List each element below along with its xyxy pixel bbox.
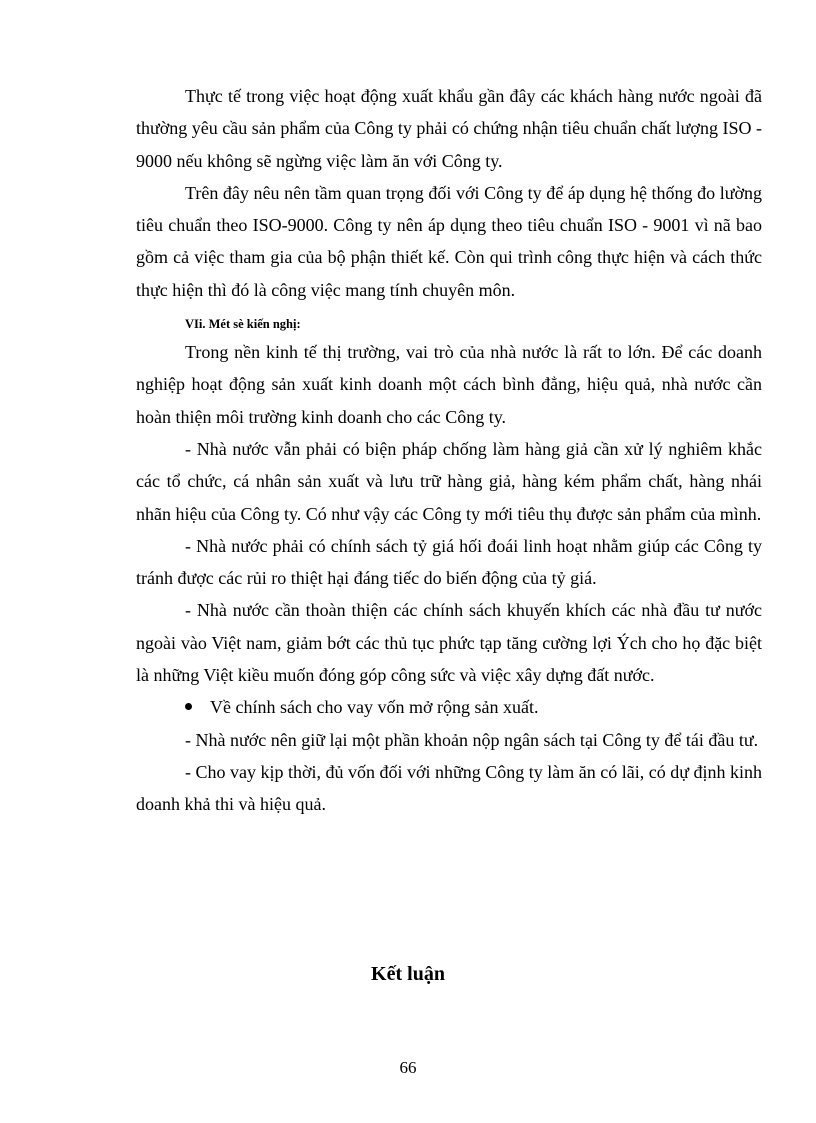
paragraph-counterfeit: - Nhà nước vẫn phải có biện pháp chống làm hàng giả cần xử lý nghiêm khắc các tổ chức, cá nhân sản xuất và lưu trữ hàng giả, hàng kém phẩm chất, hàng nhái nhãn hiệu của Công ty. Có như vậy các Công ty mới tiêu thụ được sản phẩm của mình. bbox=[136, 438, 762, 524]
conclusion-title: Kết luận bbox=[371, 963, 445, 985]
paragraph-timely-loans: - Cho vay kịp thời, đủ vốn đối với những Công ty làm ăn có lãi, có dự định kinh doanh khả thi và hiệu quả. bbox=[136, 761, 763, 815]
document-body bbox=[136, 80, 762, 821]
paragraph-reinvestment: - Nhà nước nên giữ lại một phần khoản nộp ngân sách tại Công ty để tái đầu tư. bbox=[185, 729, 759, 750]
bullet-dot-icon bbox=[185, 703, 192, 710]
paragraph-exchange-rate: - Nhà nước phải có chính sách tỷ giá hối đoái linh hoạt nhằm giúp các Công ty tránh được các rủi ro thiệt hại đáng tiếc do biến động của tỷ giá. bbox=[136, 535, 762, 589]
paragraph-investment: - Nhà nước cần thoàn thiện các chính sách khuyến khích các nhà đầu tư nước ngoài vào Việt nam, giảm bớt các thủ tục phức tạp tăng cường lợi Ých cho họ đặc biệt là những Việt kiều muốn đóng góp công sức và việc xây dựng đất nước. bbox=[136, 600, 762, 686]
paragraph-iso-requirement: Thực tế trong việc hoạt động xuất khẩu gần đây các khách hàng nước ngoài đã thường yêu cầu sản phẩm của Công ty phải có chứng nhận tiêu chuẩn chất lượng ISO - 9000 nếu không sẽ ngừng việc làm ăn với Công ty. bbox=[136, 86, 762, 171]
paragraph-state-role: Trong nền kinh tế thị trường, vai trò của nhà nước là rất to lớn. Để các doanh nghiệp hoạt động sản xuất kinh doanh một cách bình đẳng, hiệu quả, nhà nước cần hoàn thiện môi trường kinh doanh cho các Công ty. bbox=[136, 342, 762, 427]
bullet-item-text: Về chính sách cho vay vốn mở rộng sản xuất. bbox=[210, 697, 539, 718]
page-number: 66 bbox=[399, 1058, 417, 1077]
section-heading-recommendations: VIi. Mét sè kiến nghị: bbox=[185, 317, 301, 332]
bullet-item-loan-policy bbox=[136, 691, 762, 723]
paragraph-iso-importance: Trên đây nêu nên tầm quan trọng đối với Công ty để áp dụng hệ thống đo lường tiêu chuẩn theo ISO-9000. Công ty nên áp dụng theo tiêu chuẩn ISO - 9001 vì nã bao gồm cả việc tham gia của bộ phận thiết kế. Còn qui trình công thực hiện và cách thức thực hiện thì đó là công việc mang tính chuyên môn. bbox=[136, 182, 762, 300]
